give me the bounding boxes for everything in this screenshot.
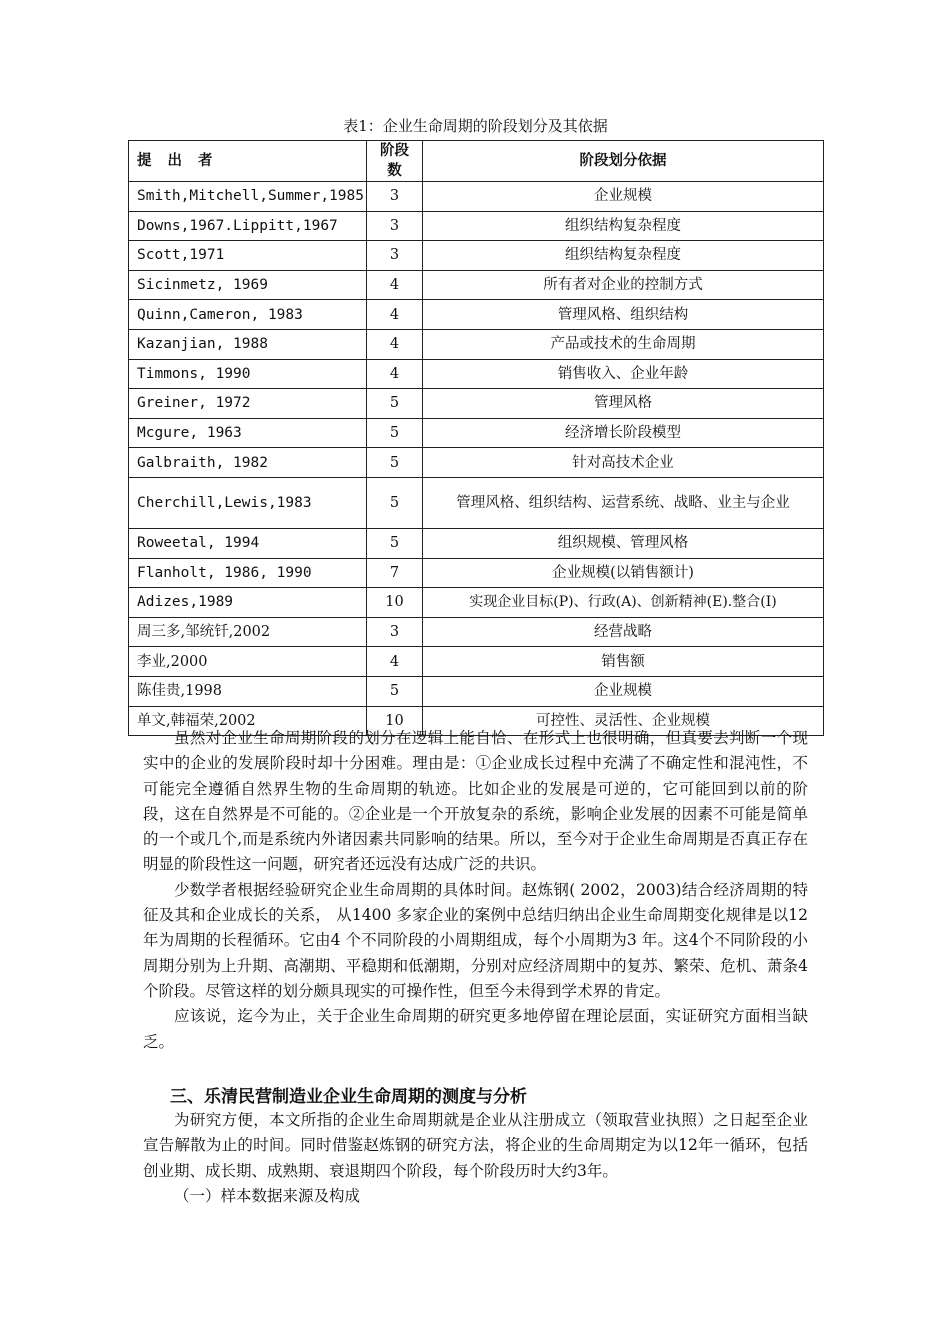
cell-basis: 管理风格、组织结构、运营系统、战略、业主与企业 [423, 477, 824, 528]
cell-basis: 所有者对企业的控制方式 [423, 270, 824, 300]
cell-stages: 4 [367, 359, 423, 389]
cell-stages: 5 [367, 389, 423, 419]
cell-proposer: 单文,韩福荣,2002 [129, 706, 367, 736]
cell-proposer: 陈佳贵,1998 [129, 676, 367, 706]
table-row [129, 448, 824, 478]
cell-proposer: Downs,1967.Lippitt,1967 [129, 211, 367, 241]
cell-proposer: Cherchill,Lewis,1983 [129, 477, 367, 528]
paragraph-empirical-research: 少数学者根据经验研究企业生命周期的具体时间。赵炼钢( 2002，2003)结合经济周期的特征及其和企业成长的关系， 从1400 多家企业的案例中总结归纳出企业生命周期变化规律是以12 年为周期的长程循环。它由4 个不同阶段的小周期组成，每个小周期为3 年。这4个不同阶段的小周期分别为上升期、高潮期、平稳期和低潮期，分别对应经济周期中的复苏、繁荣、危机、萧条4个阶段。尽管这样的划分颇具现实的可操作性，但至今未得到学术界的肯定。 [143, 880, 808, 1000]
cell-proposer: Galbraith, 1982 [129, 448, 367, 478]
cell-basis: 组织结构复杂程度 [423, 211, 824, 241]
cell-basis: 针对高技术企业 [423, 448, 824, 478]
table-row [129, 418, 824, 448]
cell-proposer: Quinn,Cameron, 1983 [129, 300, 367, 330]
cell-stages: 4 [367, 329, 423, 359]
table-caption: 表1：企业生命周期的阶段划分及其依据 [343, 117, 608, 135]
cell-basis: 组织规模、管理风格 [423, 528, 824, 558]
cell-stages: 5 [367, 418, 423, 448]
cell-proposer: Timmons, 1990 [129, 359, 367, 389]
cell-stages: 5 [367, 676, 423, 706]
header-proposer: 提出者 [129, 141, 367, 182]
table-row [129, 588, 824, 618]
cell-basis: 可控性、灵活性、企业规模 [423, 706, 824, 736]
cell-proposer: Sicinmetz, 1969 [129, 270, 367, 300]
cell-basis: 销售额 [423, 647, 824, 677]
subsection-heading: （一）样本数据来源及构成 [174, 1186, 361, 1205]
paragraph-stage-difficulty: 虽然对企业生命周期阶段的划分在逻辑上能自恰、在形式上也很明确，但真要去判断一个现实中的企业的发展阶段时却十分困难。理由是：①企业成长过程中充满了不确定性和混沌性，不可能完全遵循自然界生物的生命周期的轨迹。比如企业的发展是可逆的，它可能回到以前的阶段，这在自然界是不可能的。②企业是一个开放复杂的系统，影响企业发展的因素不可能是简单的一个或几个,而是系统内外诸因素共同影响的结果。所以，至今对于企业生命周期是否真正存在明显的阶段性这一问题，研究者还远没有达成广泛的共识。 [143, 729, 808, 874]
cell-basis: 企业规模 [423, 182, 824, 212]
table-row [129, 528, 824, 558]
cell-stages: 4 [367, 647, 423, 677]
cell-basis: 实现企业目标(P)、行政(A)、创新精神(E).整合(I) [423, 588, 824, 618]
table-row [129, 477, 824, 528]
cell-basis: 经济增长阶段模型 [423, 418, 824, 448]
cell-stages: 10 [367, 706, 423, 736]
cell-proposer: Adizes,1989 [129, 588, 367, 618]
table-row [129, 389, 824, 419]
table-row [129, 241, 824, 271]
cell-stages: 10 [367, 588, 423, 618]
cell-basis: 管理风格、组织结构 [423, 300, 824, 330]
paragraph-summary: 应该说，迄今为止，关于企业生命周期的研究更多地停留在理论层面，实证研究方面相当缺乏。 [143, 1007, 808, 1051]
table-row [129, 676, 824, 706]
table-row [129, 182, 824, 212]
cell-stages: 3 [367, 182, 423, 212]
body-section [143, 726, 808, 1055]
cell-basis: 企业规模(以销售额计) [423, 558, 824, 588]
cell-basis: 经营战略 [423, 617, 824, 647]
table-row [129, 647, 824, 677]
table-row [129, 300, 824, 330]
table-row [129, 211, 824, 241]
section-heading: 三、乐清民营制造业企业生命周期的测度与分析 [170, 1087, 527, 1107]
table-row [129, 329, 824, 359]
table-row [129, 558, 824, 588]
cell-stages: 3 [367, 211, 423, 241]
cell-stages: 5 [367, 528, 423, 558]
table-header-row [129, 141, 824, 182]
table-row [129, 359, 824, 389]
cell-stages: 5 [367, 477, 423, 528]
cell-proposer: Mcgure, 1963 [129, 418, 367, 448]
cell-proposer: 周三多,邹统钎,2002 [129, 617, 367, 647]
cell-basis: 企业规模 [423, 676, 824, 706]
cell-stages: 4 [367, 300, 423, 330]
cell-stages: 3 [367, 241, 423, 271]
cell-stages: 7 [367, 558, 423, 588]
table-row [129, 270, 824, 300]
cell-basis: 组织结构复杂程度 [423, 241, 824, 271]
body-section-2 [143, 1108, 808, 1209]
cell-proposer: Scott,1971 [129, 241, 367, 271]
cell-basis: 产品或技术的生命周期 [423, 329, 824, 359]
table-row [129, 617, 824, 647]
paragraph-definition: 为研究方便，本文所指的企业生命周期就是企业从注册成立（领取营业执照）之日起至企业宣告解散为止的时间。同时借鉴赵炼钢的研究方法，将企业的生命周期定为以12年一循环，包括创业期、成长期、成熟期、衰退期四个阶段，每个阶段历时大约3年。 [143, 1111, 808, 1180]
lifecycle-stage-table [128, 140, 824, 736]
cell-stages: 4 [367, 270, 423, 300]
header-stage-count: 阶段数 [367, 141, 423, 182]
cell-proposer: Roweetal, 1994 [129, 528, 367, 558]
cell-proposer: Greiner, 1972 [129, 389, 367, 419]
cell-proposer: Smith,Mitchell,Summer,1985 [129, 182, 367, 212]
cell-basis: 销售收入、企业年龄 [423, 359, 824, 389]
cell-proposer: Kazanjian, 1988 [129, 329, 367, 359]
cell-stages: 5 [367, 448, 423, 478]
header-basis: 阶段划分依据 [423, 141, 824, 182]
cell-basis: 管理风格 [423, 389, 824, 419]
cell-proposer: 李业,2000 [129, 647, 367, 677]
cell-proposer: Flanholt, 1986, 1990 [129, 558, 367, 588]
cell-stages: 3 [367, 617, 423, 647]
